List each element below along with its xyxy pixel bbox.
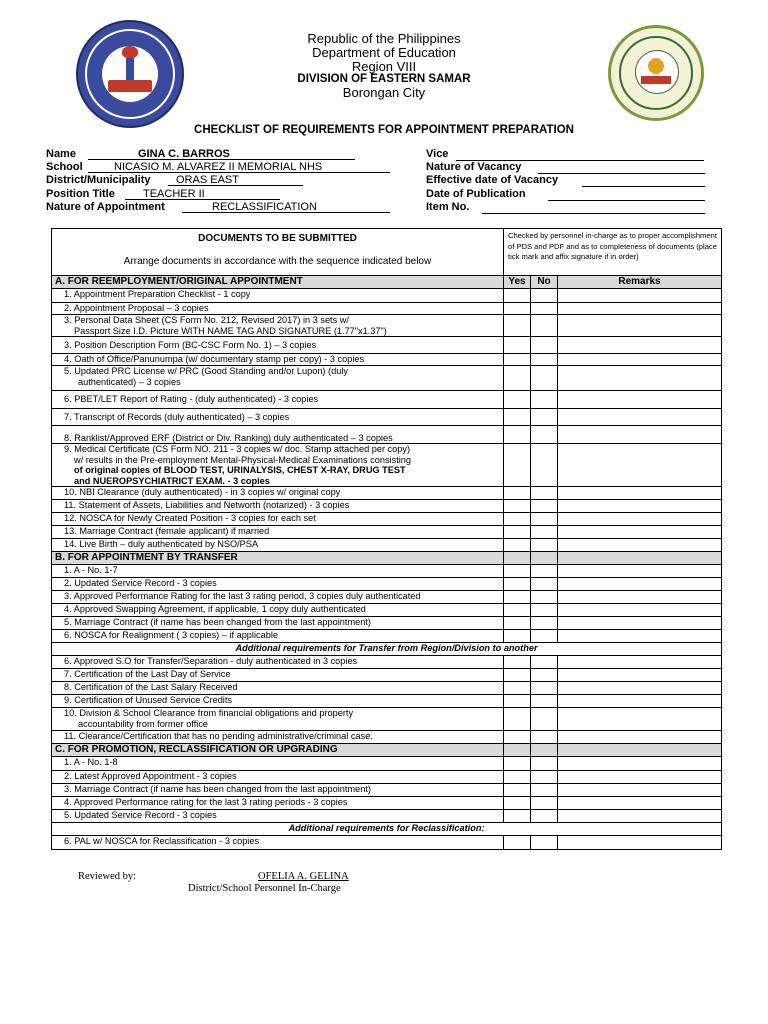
requirement-text <box>52 391 504 409</box>
table-row <box>52 617 722 630</box>
requirement-label: 2. Appointment Proposal – 3 copies <box>64 303 209 313</box>
table-row <box>52 500 722 513</box>
school-value: NICASIO M. ALVAREZ II MEMORIAL NHS <box>88 161 390 173</box>
remarks-cell[interactable] <box>558 682 722 695</box>
yes-checkbox[interactable] <box>504 604 531 617</box>
requirement-text <box>52 500 504 513</box>
yes-checkbox[interactable] <box>504 539 531 552</box>
yes-checkbox[interactable] <box>504 784 531 797</box>
remarks-cell[interactable] <box>558 797 722 810</box>
remarks-cell[interactable] <box>558 604 722 617</box>
requirement-text <box>52 409 504 426</box>
requirement-label: 14. Live Birth – duly authenticated by NSO/PSA <box>64 539 259 549</box>
header-division: DIVISION OF EASTERN SAMAR <box>297 73 471 85</box>
header-republic: Republic of the Philippines <box>307 31 461 46</box>
requirement-label: 6. PAL w/ NOSCA for Reclassification - 3 copies <box>64 836 260 846</box>
no-checkbox[interactable] <box>531 391 558 409</box>
requirement-label: 3. Marriage Contract (if name has been changed from the last appointment) <box>64 784 371 794</box>
requirement-label: 1. A - No. 1-7 <box>64 565 118 575</box>
no-checkbox[interactable] <box>531 604 558 617</box>
requirement-label-cont: Passport Size I.D. Picture WITH NAME TAG AND SIGNATURE (1.77"x1.37") <box>74 325 387 336</box>
requirement-label: 10. Division & School Clearance from financial obligations and property <box>64 708 354 718</box>
yes-checkbox[interactable] <box>504 591 531 604</box>
yes-checkbox[interactable] <box>504 836 531 850</box>
name-label: Name <box>46 148 76 160</box>
publication-label: Date of Publication <box>426 188 526 200</box>
yes-checkbox[interactable] <box>504 630 531 643</box>
table-row <box>52 337 722 354</box>
yes-checkbox[interactable] <box>504 526 531 539</box>
yes-checkbox[interactable] <box>504 444 531 487</box>
no-checkbox[interactable] <box>531 366 558 391</box>
school-label: School <box>46 161 83 173</box>
reviewer-name: OFELIA A. GELINA <box>258 871 349 882</box>
requirement-label: 1. Appointment Preparation Checklist - 1 copy <box>64 289 251 299</box>
requirement-label: 12. NOSCA for Newly Created Position - 3 copies for each set <box>64 513 316 523</box>
no-checkbox[interactable] <box>531 708 558 731</box>
requirement-label: 1. A - No. 1-8 <box>64 757 118 767</box>
no-checkbox[interactable] <box>531 617 558 630</box>
requirement-label: 3. Personal Data Sheet (CS Form No. 212, Revised 2017) in 3 sets w/ <box>64 315 349 325</box>
table-header-row <box>52 229 722 276</box>
requirement-label-cont: accountability from former office <box>78 718 209 729</box>
no-checkbox[interactable] <box>531 565 558 578</box>
header-region: Region VIII <box>351 59 417 74</box>
table-row <box>52 656 722 669</box>
yes-checkbox[interactable] <box>504 708 531 731</box>
table-row <box>52 354 722 366</box>
requirement-label: 10. NBI Clearance (duly authenticated) - in 3 copies w/ original copy <box>64 487 341 497</box>
requirement-label-cont: of original copies of BLOOD TEST, URINALYSIS, CHEST X-RAY, DRUG TEST <box>74 465 406 475</box>
remarks-cell[interactable] <box>558 630 722 643</box>
no-checkbox[interactable] <box>531 731 558 744</box>
effective-date-line <box>582 174 705 187</box>
yes-checkbox[interactable] <box>504 289 531 303</box>
requirement-label: 9. Medical Certificate (CS Form NO. 211 - 3 copies w/ doc. Stamp attached per copy) <box>64 444 411 454</box>
table-row <box>52 513 722 526</box>
requirement-label: 8. Ranklist/Approved ERF (District or Div. Ranking) duly authenticated – 3 copies <box>64 432 393 443</box>
item-no-line <box>482 201 705 214</box>
remarks-cell[interactable] <box>558 578 722 591</box>
table-row <box>52 526 722 539</box>
remarks-cell[interactable] <box>558 409 722 426</box>
requirement-text <box>52 289 504 303</box>
table-row <box>52 578 722 591</box>
remarks-cell[interactable] <box>558 656 722 669</box>
documents-header <box>52 229 504 276</box>
documents-header-subtitle: Arrange documents in accordance with the sequence indicated below <box>123 255 432 267</box>
requirement-label: 7. Certification of the Last Day of Service <box>64 669 231 679</box>
table-row <box>52 731 722 744</box>
yes-checkbox[interactable] <box>504 669 531 682</box>
requirement-text <box>52 797 504 810</box>
remarks-cell[interactable] <box>558 669 722 682</box>
section-b-row <box>52 552 722 565</box>
documents-header-title: DOCUMENTS TO BE SUBMITTED <box>198 233 357 244</box>
remarks-cell[interactable] <box>558 771 722 784</box>
table-row <box>52 289 722 303</box>
requirement-text <box>52 303 504 315</box>
no-checkbox[interactable] <box>531 315 558 337</box>
requirement-text <box>52 366 504 391</box>
requirement-text <box>52 836 504 850</box>
vacancy-line <box>538 161 705 174</box>
no-checkbox[interactable] <box>531 303 558 315</box>
no-checkbox[interactable] <box>531 682 558 695</box>
table-row <box>52 682 722 695</box>
remarks-cell[interactable] <box>558 500 722 513</box>
requirement-text <box>52 731 504 744</box>
table-row <box>52 391 722 409</box>
no-checkbox[interactable] <box>531 487 558 500</box>
no-column-header: No <box>531 276 558 289</box>
yes-checkbox[interactable] <box>504 617 531 630</box>
additional-requirements-row <box>52 823 722 836</box>
requirement-label-cont: w/ results in the Pre-employment Mental-Physical-Medical Examinations consisting <box>74 454 412 465</box>
yes-checkbox[interactable] <box>504 797 531 810</box>
name-field <box>46 148 230 161</box>
remarks-cell[interactable] <box>558 426 722 444</box>
district-label: District/Municipality <box>46 174 151 186</box>
section-c-row <box>52 744 722 757</box>
requirement-text <box>52 354 504 366</box>
yes-checkbox[interactable] <box>504 487 531 500</box>
no-checkbox[interactable] <box>531 354 558 366</box>
yes-checkbox[interactable] <box>504 757 531 771</box>
table-row <box>52 366 722 391</box>
remarks-cell[interactable] <box>558 337 722 354</box>
no-checkbox[interactable] <box>531 526 558 539</box>
no-checkbox[interactable] <box>531 810 558 823</box>
table-row <box>52 810 722 823</box>
table-row <box>52 630 722 643</box>
yes-checkbox[interactable] <box>504 337 531 354</box>
name-value: GINA C. BARROS <box>88 148 355 160</box>
no-checkbox[interactable] <box>531 591 558 604</box>
reclassification-additional-heading: Additional requirements for Reclassification: <box>52 823 722 836</box>
yes-checkbox[interactable] <box>504 409 531 426</box>
requirement-label: 2. Updated Service Record - 3 copies <box>64 578 217 588</box>
appointment-value: RECLASSIFICATION <box>182 201 390 213</box>
page-title: CHECKLIST OF REQUIREMENTS FOR APPOINTMENT PREPARATION <box>194 124 574 136</box>
requirement-label: 6. Approved S.O for Transfer/Separation - duly authenticated in 3 copies <box>64 656 358 666</box>
no-checkbox[interactable] <box>531 757 558 771</box>
remarks-cell[interactable] <box>558 731 722 744</box>
requirement-text <box>52 526 504 539</box>
table-row <box>52 565 722 578</box>
no-checkbox[interactable] <box>531 513 558 526</box>
no-checkbox[interactable] <box>531 500 558 513</box>
no-checkbox[interactable] <box>531 784 558 797</box>
no-checkbox[interactable] <box>531 444 558 487</box>
requirement-label: 13. Marriage Contract (female applicant) if married <box>64 526 270 536</box>
table-row <box>52 757 722 771</box>
school-field <box>46 161 323 174</box>
requirement-label: 7. Transcript of Records (duly authenticated) – 3 copies <box>64 411 290 422</box>
position-value: TEACHER II <box>125 188 280 200</box>
district-value: ORAS EAST <box>168 174 303 186</box>
remarks-column-header: Remarks <box>558 276 722 289</box>
section-b-remarks-blank <box>558 552 722 565</box>
requirement-text <box>52 444 504 487</box>
requirement-label: 11. Clearance/Certification that has no pending administrative/criminal case. <box>64 731 373 741</box>
yes-checkbox[interactable] <box>504 682 531 695</box>
requirement-label: 2. Latest Approved Appointment - 3 copies <box>64 771 237 781</box>
header-city: Borongan City <box>342 85 426 100</box>
publication-line <box>548 188 705 201</box>
table-row <box>52 409 722 426</box>
section-b-title: B. FOR APPOINTMENT BY TRANSFER <box>52 552 504 565</box>
remarks-cell[interactable] <box>558 366 722 391</box>
section-c-no-blank <box>531 744 558 757</box>
remarks-cell[interactable] <box>558 810 722 823</box>
yes-checkbox[interactable] <box>504 578 531 591</box>
item-no-field <box>426 201 469 214</box>
no-checkbox[interactable] <box>531 630 558 643</box>
remarks-cell[interactable] <box>558 757 722 771</box>
yes-checkbox[interactable] <box>504 656 531 669</box>
district-field <box>46 174 239 187</box>
requirement-text <box>52 784 504 797</box>
requirement-label: 3. Position Description Form (BC-CSC Form No. 1) – 3 copies <box>64 339 317 350</box>
table-row <box>52 708 722 731</box>
yes-column-header: Yes <box>504 276 531 289</box>
requirement-text <box>52 426 504 444</box>
requirement-text <box>52 578 504 591</box>
remarks-cell[interactable] <box>558 708 722 731</box>
remarks-cell[interactable] <box>558 784 722 797</box>
remarks-cell[interactable] <box>558 315 722 337</box>
table-row <box>52 695 722 708</box>
vice-line <box>456 148 704 161</box>
yes-checkbox[interactable] <box>504 695 531 708</box>
requirement-label: 5. Updated Service Record - 3 copies <box>64 810 217 820</box>
yes-checkbox[interactable] <box>504 366 531 391</box>
requirement-text <box>52 539 504 552</box>
table-row <box>52 836 722 850</box>
no-checkbox[interactable] <box>531 578 558 591</box>
remarks-cell[interactable] <box>558 444 722 487</box>
requirement-label: 4. Approved Performance rating for the last 3 rating periods - 3 copies <box>64 797 348 807</box>
requirement-text <box>52 617 504 630</box>
requirement-label-cont: and NUEROPSYCHIATRICT EXAM. - 3 copies <box>74 475 270 486</box>
requirement-label-cont: authenticated) – 3 copies <box>78 376 181 387</box>
table-row <box>52 784 722 797</box>
item-no-label: Item No. <box>426 201 470 213</box>
yes-checkbox[interactable] <box>504 513 531 526</box>
requirement-text <box>52 757 504 771</box>
requirement-text <box>52 630 504 643</box>
vice-label: Vice <box>426 148 449 160</box>
yes-checkbox[interactable] <box>504 354 531 366</box>
yes-checkbox[interactable] <box>504 303 531 315</box>
no-checkbox[interactable] <box>531 669 558 682</box>
requirement-label: 11. Statement of Assets, Liabilities and Networth (notarized) - 3 copies <box>64 500 350 510</box>
remarks-cell[interactable] <box>558 391 722 409</box>
remarks-cell[interactable] <box>558 289 722 303</box>
remarks-cell[interactable] <box>558 836 722 850</box>
requirement-label: 4. Oath of Office/Panunumpa (w/ documentary stamp per copy) - 3 copies <box>64 354 365 364</box>
remarks-cell[interactable] <box>558 695 722 708</box>
yes-checkbox[interactable] <box>504 731 531 744</box>
remarks-cell[interactable] <box>558 539 722 552</box>
remarks-cell[interactable] <box>558 487 722 500</box>
table-row <box>52 539 722 552</box>
remarks-cell[interactable] <box>558 354 722 366</box>
table-row <box>52 797 722 810</box>
vice-field <box>426 148 448 161</box>
requirement-text <box>52 591 504 604</box>
requirement-text <box>52 565 504 578</box>
requirement-text <box>52 682 504 695</box>
requirement-text <box>52 337 504 354</box>
remarks-cell[interactable] <box>558 617 722 630</box>
no-checkbox[interactable] <box>531 695 558 708</box>
section-c-remarks-blank <box>558 744 722 757</box>
requirement-label: 9. Certification of Unused Service Credits <box>64 695 232 705</box>
reviewer-title: District/School Personnel In-Charge <box>188 883 341 894</box>
requirement-label: 5. Marriage Contract (if name has been changed from the last appointment) <box>64 617 371 627</box>
vacancy-field <box>426 161 521 174</box>
yes-checkbox[interactable] <box>504 810 531 823</box>
no-checkbox[interactable] <box>531 836 558 850</box>
table-row <box>52 591 722 604</box>
no-checkbox[interactable] <box>531 539 558 552</box>
requirement-label: 4. Approved Swapping Agreement, if applicable, 1 copy duly authenticated <box>64 604 366 614</box>
remarks-cell[interactable] <box>558 303 722 315</box>
requirement-text <box>52 708 504 731</box>
table-row <box>52 315 722 337</box>
no-checkbox[interactable] <box>531 409 558 426</box>
requirement-text <box>52 656 504 669</box>
requirement-text <box>52 771 504 784</box>
requirement-text <box>52 695 504 708</box>
remarks-cell[interactable] <box>558 591 722 604</box>
no-checkbox[interactable] <box>531 771 558 784</box>
position-label: Position Title <box>46 188 115 200</box>
requirements-table <box>51 228 722 850</box>
requirement-text <box>52 810 504 823</box>
no-checkbox[interactable] <box>531 797 558 810</box>
section-a-title: A. FOR REEMPLOYMENT/ORIGINAL APPOINTMENT <box>52 276 504 289</box>
position-field <box>46 188 205 201</box>
yes-checkbox[interactable] <box>504 426 531 444</box>
yes-checkbox[interactable] <box>504 565 531 578</box>
requirement-text <box>52 487 504 500</box>
table-row <box>52 604 722 617</box>
publication-field <box>426 188 526 201</box>
table-row <box>52 426 722 444</box>
table-row <box>52 444 722 487</box>
yes-checkbox[interactable] <box>504 500 531 513</box>
yes-checkbox[interactable] <box>504 771 531 784</box>
requirement-label: 6. NOSCA for Realignment ( 3 copies) – if applicable <box>64 630 278 640</box>
table-row <box>52 487 722 500</box>
checked-by-note: Checked by personnel in-charge as to proper accomplishment of PDS and PDF and as to completeness of documents (place tick mark and affix signature if in order) <box>504 229 722 276</box>
requirement-label: 8. Certification of the Last Salary Received <box>64 682 238 692</box>
requirement-text <box>52 513 504 526</box>
reviewed-by-label: Reviewed by: <box>78 871 137 882</box>
effective-date-field <box>426 174 558 187</box>
vacancy-label: Nature of Vacancy <box>426 161 522 173</box>
remarks-cell[interactable] <box>558 526 722 539</box>
requirement-text <box>52 315 504 337</box>
transfer-additional-heading: Additional requirements for Transfer from Region/Division to another <box>52 643 722 656</box>
yes-checkbox[interactable] <box>504 315 531 337</box>
yes-checkbox[interactable] <box>504 391 531 409</box>
additional-requirements-row <box>52 643 722 656</box>
effective-date-label: Effective date of Vacancy <box>426 174 559 186</box>
header-department: Department of Education <box>312 45 456 60</box>
table-row <box>52 771 722 784</box>
section-a-row <box>52 276 722 289</box>
requirement-label: 6. PBET/LET Report of Rating - (duly authenticated) - 3 copies <box>64 394 319 405</box>
remarks-cell[interactable] <box>558 513 722 526</box>
table-row <box>52 303 722 315</box>
appointment-label: Nature of Appointment <box>46 201 165 213</box>
no-checkbox[interactable] <box>531 426 558 444</box>
no-checkbox[interactable] <box>531 289 558 303</box>
section-b-no-blank <box>531 552 558 565</box>
section-c-yes-blank <box>504 744 531 757</box>
section-c-title: C. FOR PROMOTION, RECLASSIFICATION OR UPGRADING <box>52 744 504 757</box>
section-b-yes-blank <box>504 552 531 565</box>
no-checkbox[interactable] <box>531 337 558 354</box>
requirement-text <box>52 669 504 682</box>
requirement-label: 3. Approved Performance Rating for the last 3 rating period, 3 copies duly authenticated <box>64 591 421 601</box>
remarks-cell[interactable] <box>558 565 722 578</box>
requirement-text <box>52 604 504 617</box>
no-checkbox[interactable] <box>531 656 558 669</box>
appointment-field <box>46 201 317 214</box>
requirement-label: 5. Updated PRC License w/ PRC (Good Standing and/or Lupon) (duly <box>64 366 348 376</box>
table-row <box>52 669 722 682</box>
